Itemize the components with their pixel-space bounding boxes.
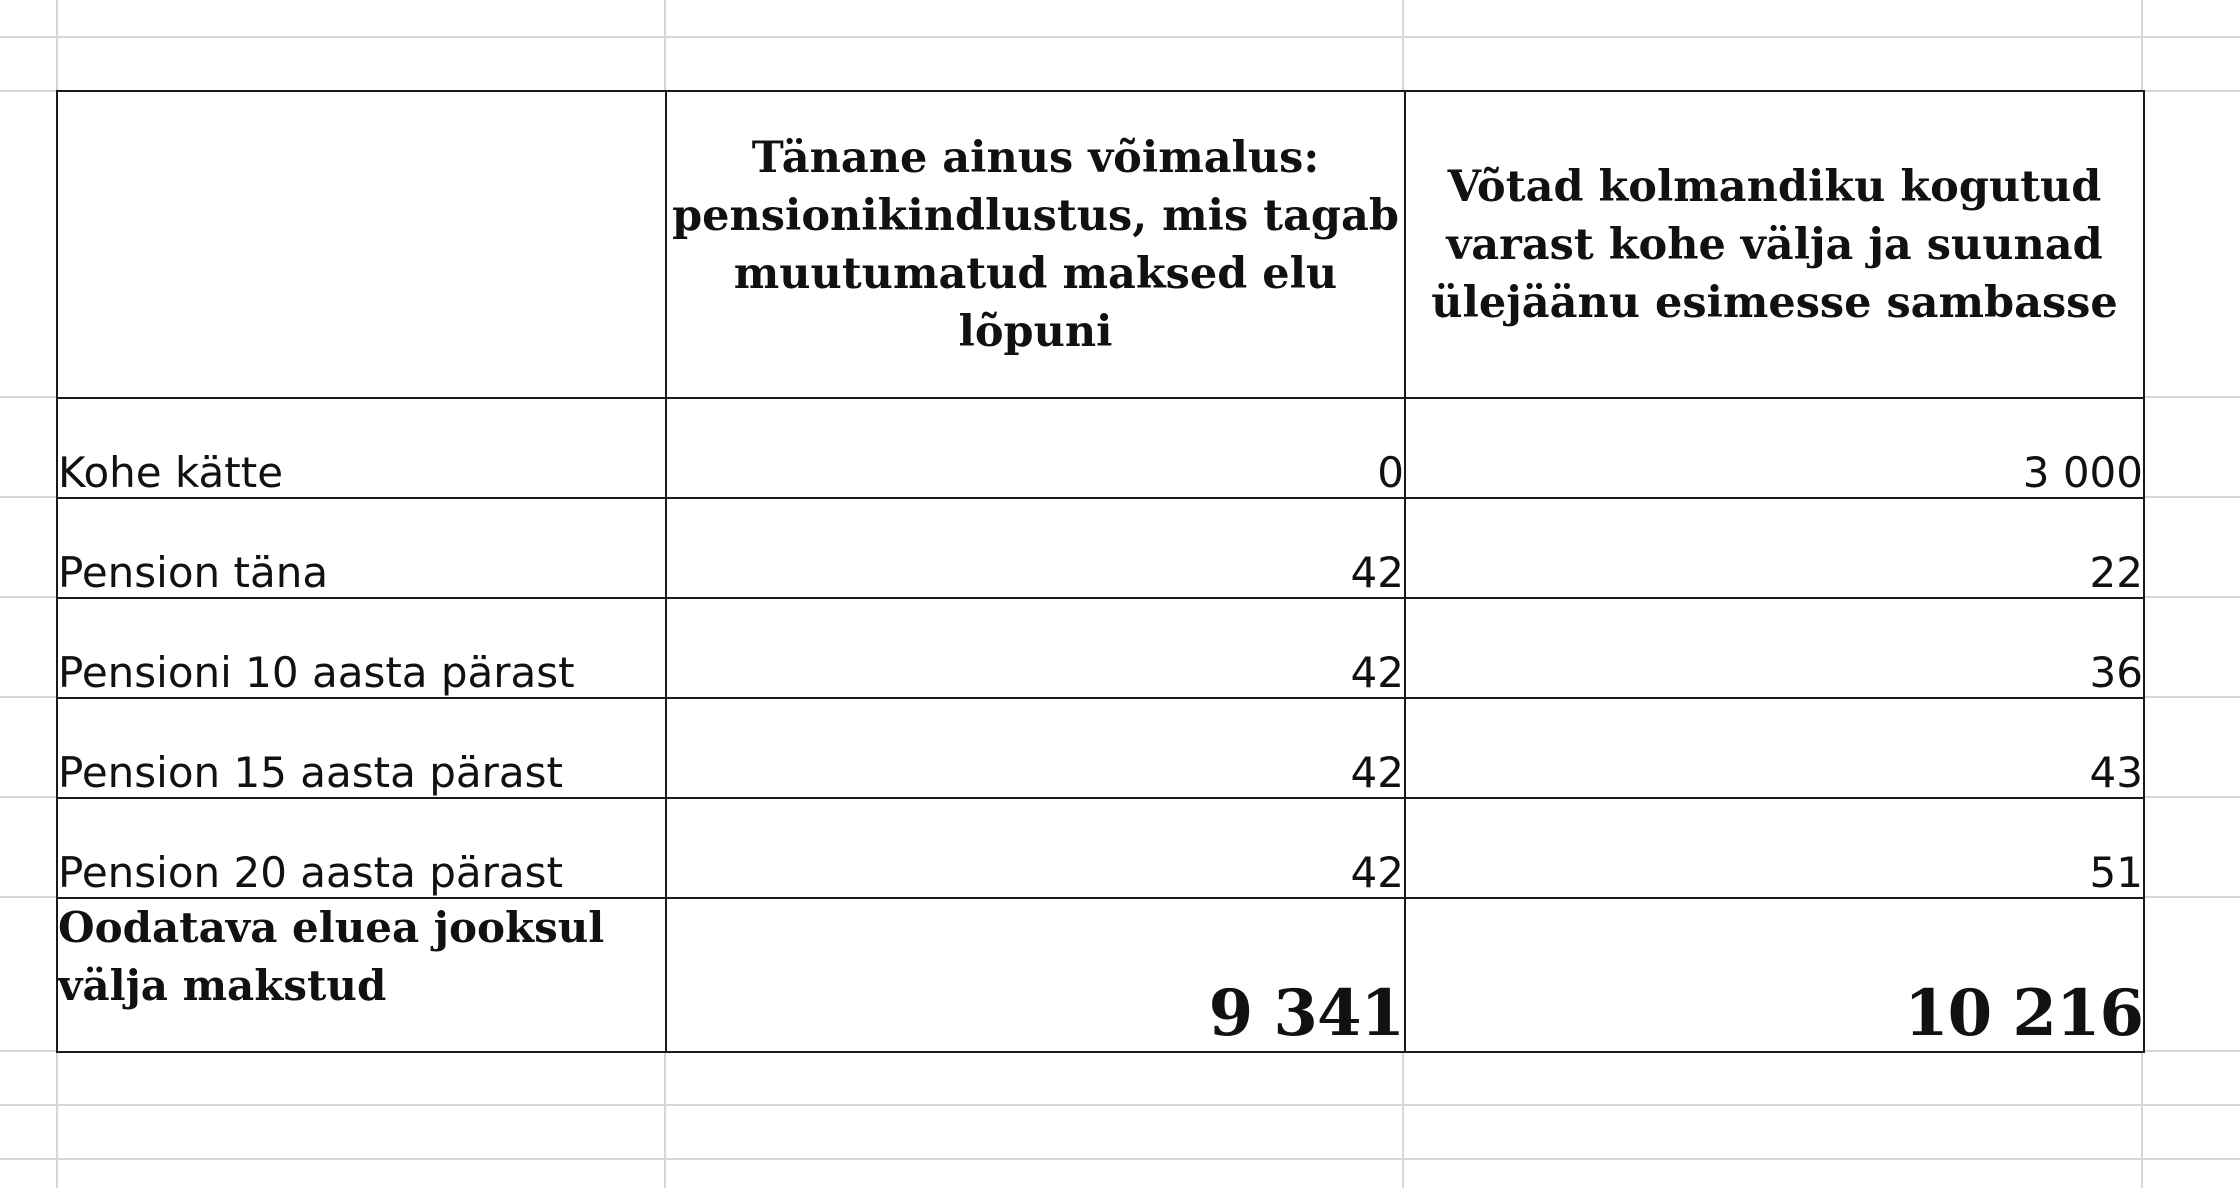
cell-value[interactable]: 51 [1405,798,2144,898]
total-row [57,898,2144,1052]
cell-value[interactable]: 42 [666,498,1405,598]
row-label[interactable]: Pension täna [57,498,666,598]
cell-value[interactable]: 43 [1405,698,2144,798]
cell-value[interactable]: 42 [666,598,1405,698]
cell-value[interactable]: 0 [666,398,1405,498]
corner-cell[interactable] [57,91,666,398]
table-row [57,698,2144,798]
total-value-annuity[interactable]: 9 341 [666,898,1405,1052]
table-row [57,798,2144,898]
column-header-withdraw-third[interactable]: Võtad kolmandiku kogutud varast kohe välja ja suunad ülejäänu esimesse sambasse [1405,91,2144,398]
cell-value[interactable]: 42 [666,798,1405,898]
total-label[interactable]: Oodatava eluea jooksul välja makstud [57,898,666,1052]
cell-value[interactable]: 36 [1405,598,2144,698]
row-label[interactable]: Pension 20 aasta pärast [57,798,666,898]
cell-value[interactable]: 42 [666,698,1405,798]
cell-value[interactable]: 3 000 [1405,398,2144,498]
pension-comparison-table [56,90,2145,1053]
total-value-withdraw-third[interactable]: 10 216 [1405,898,2144,1052]
table-row [57,398,2144,498]
table-row [57,498,2144,598]
header-row [57,91,2144,398]
table-row [57,598,2144,698]
cell-value[interactable]: 22 [1405,498,2144,598]
column-header-annuity[interactable]: Tänane ainus võimalus: pensionikindlustus, mis tagab muutumatud maksed elu lõpuni [666,91,1405,398]
row-label[interactable]: Kohe kätte [57,398,666,498]
row-label[interactable]: Pension 15 aasta pärast [57,698,666,798]
row-label[interactable]: Pensioni 10 aasta pärast [57,598,666,698]
